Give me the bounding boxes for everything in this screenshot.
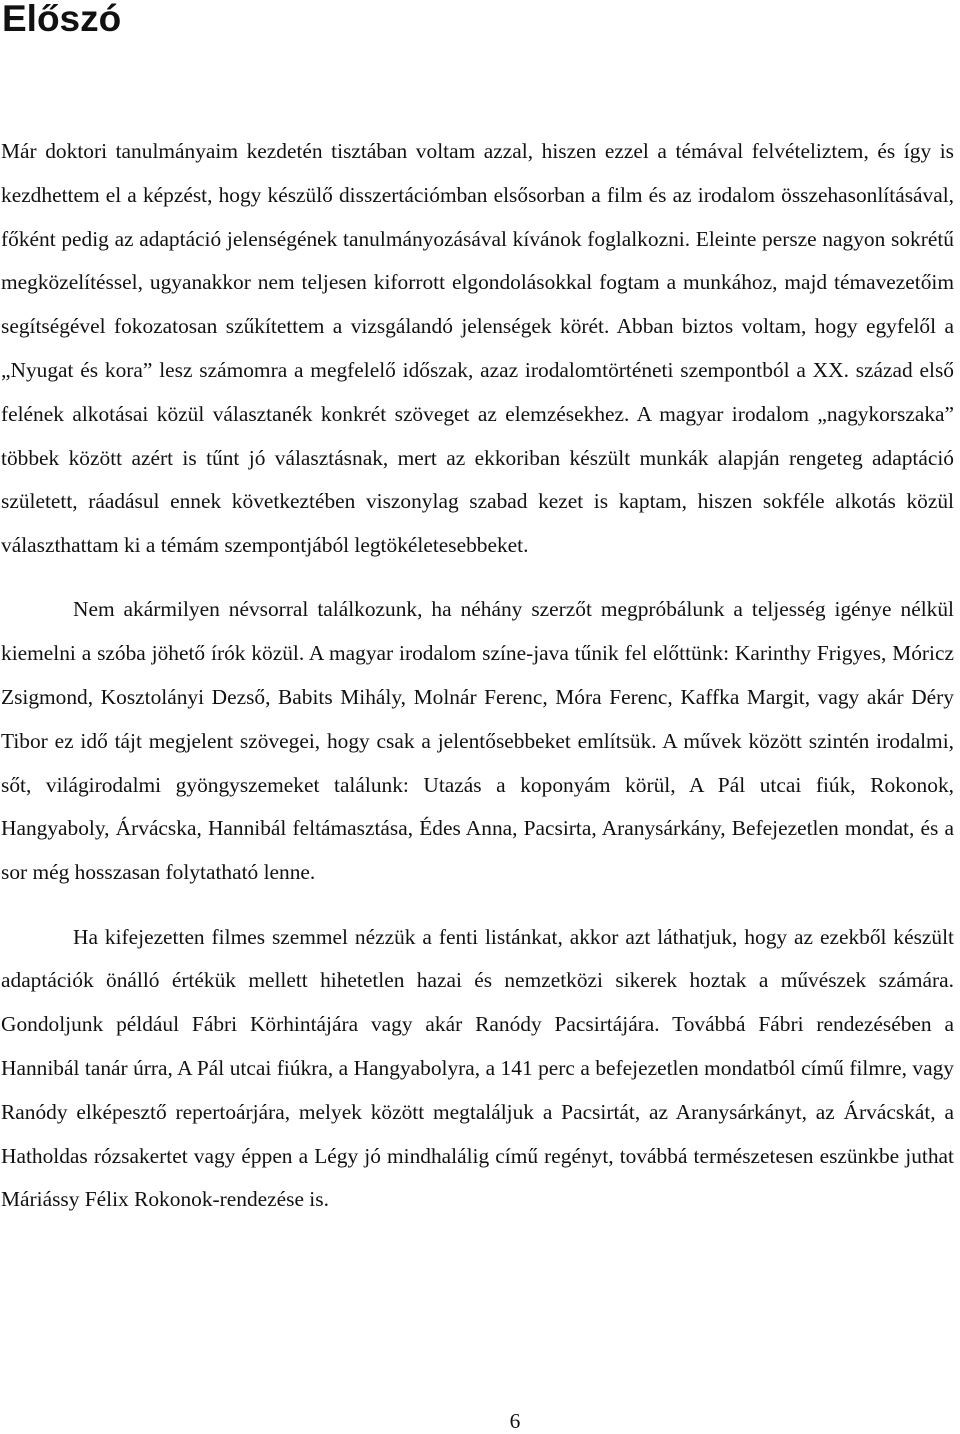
- page-number: 6: [509, 1409, 521, 1433]
- paragraph-3: Ha kifejezetten filmes szemmel nézzük a fenti listánkat, akkor azt láthatjuk, hogy az ezekből készült adaptációk önálló értékük mellett hihetetlen hazai és nemzetközi sikerek hoztak a művészek számára. Gondoljunk például Fábri Körhintájára vagy akár Ranódy Pacsirtájára. Továbbá Fábri rendezésében a Hannibál tanár úrra, A Pál utcai fiúkra, a Hangyabolyra, a 141 perc a befejezetlen mondatból című filmre, vagy Ranódy elképesztő repertoárjára, melyek között megtaláljuk a Pacsirtát, az Aranysárkányt, az Árvácskát, a Hatholdas rózsakertet vagy éppen a Légy jó mindhalálig című regényt, továbbá természetesen eszünkbe juthat Máriássy Félix Rokonok-rendezése is.: [1, 924, 954, 1212]
- body-text: [1, 130, 954, 1222]
- page-title: Előszó: [2, 0, 122, 39]
- paragraph-1: Már doktori tanulmányaim kezdetén tisztában voltam azzal, hiszen ezzel a témával felvételiztem, és így is kezdhettem el a képzést, hogy készülő disszertációmban elsősorban a film és az irodalom összehasonlításával, főként pedig az adaptáció jelenségének tanulmányozásával kívánok foglalkozni. Eleinte persze nagyon sokrétű megközelítéssel, ugyanakkor nem teljesen kiforrott elgondolásokkal fogtam a munkához, majd témavezetőim segítségével fokozatosan szűkítettem a vizsgálandó jelenségek körét. Abban biztos voltam, hogy egyfelől a „Nyugat és kora” lesz számomra a megfelelő időszak, azaz irodalomtörténeti szempontból a XX. század első felének alkotásai közül választanék konkrét szöveget az elemzésekhez. A magyar irodalom „nagykorszaka” többek között azért is tűnt jó választásnak, mert az ekkoriban készült munkák alapján rengeteg adaptáció született, ráadásul ennek következtében viszonylag szabad kezet is kaptam, hiszen sokféle alkotás közül választhattam ki a témám szempontjából legtökéletesebbeket.: [1, 139, 954, 558]
- paragraph-2: Nem akármilyen névsorral találkozunk, ha néhány szerzőt megpróbálunk a teljesség igénye nélkül kiemelni a szóba jöhető írók közül. A magyar irodalom színe-java tűnik fel előttünk: Karinthy Frigyes, Móricz Zsigmond, Kosztolányi Dezső, Babits Mihály, Molnár Ferenc, Móra Ferenc, Kaffka Margit, vagy akár Déry Tibor ez idő tájt megjelent szövegei, hogy csak a jelentősebbeket említsük. A művek között szintén irodalmi, sőt, világirodalmi gyöngyszemeket találunk: Utazás a koponyám körül, A Pál utcai fiúk, Rokonok, Hangyaboly, Árvácska, Hannibál feltámasztása, Édes Anna, Pacsirta, Aranysárkány, Befejezetlen mondat, és a sor még hosszasan folytatható lenne.: [1, 597, 954, 885]
